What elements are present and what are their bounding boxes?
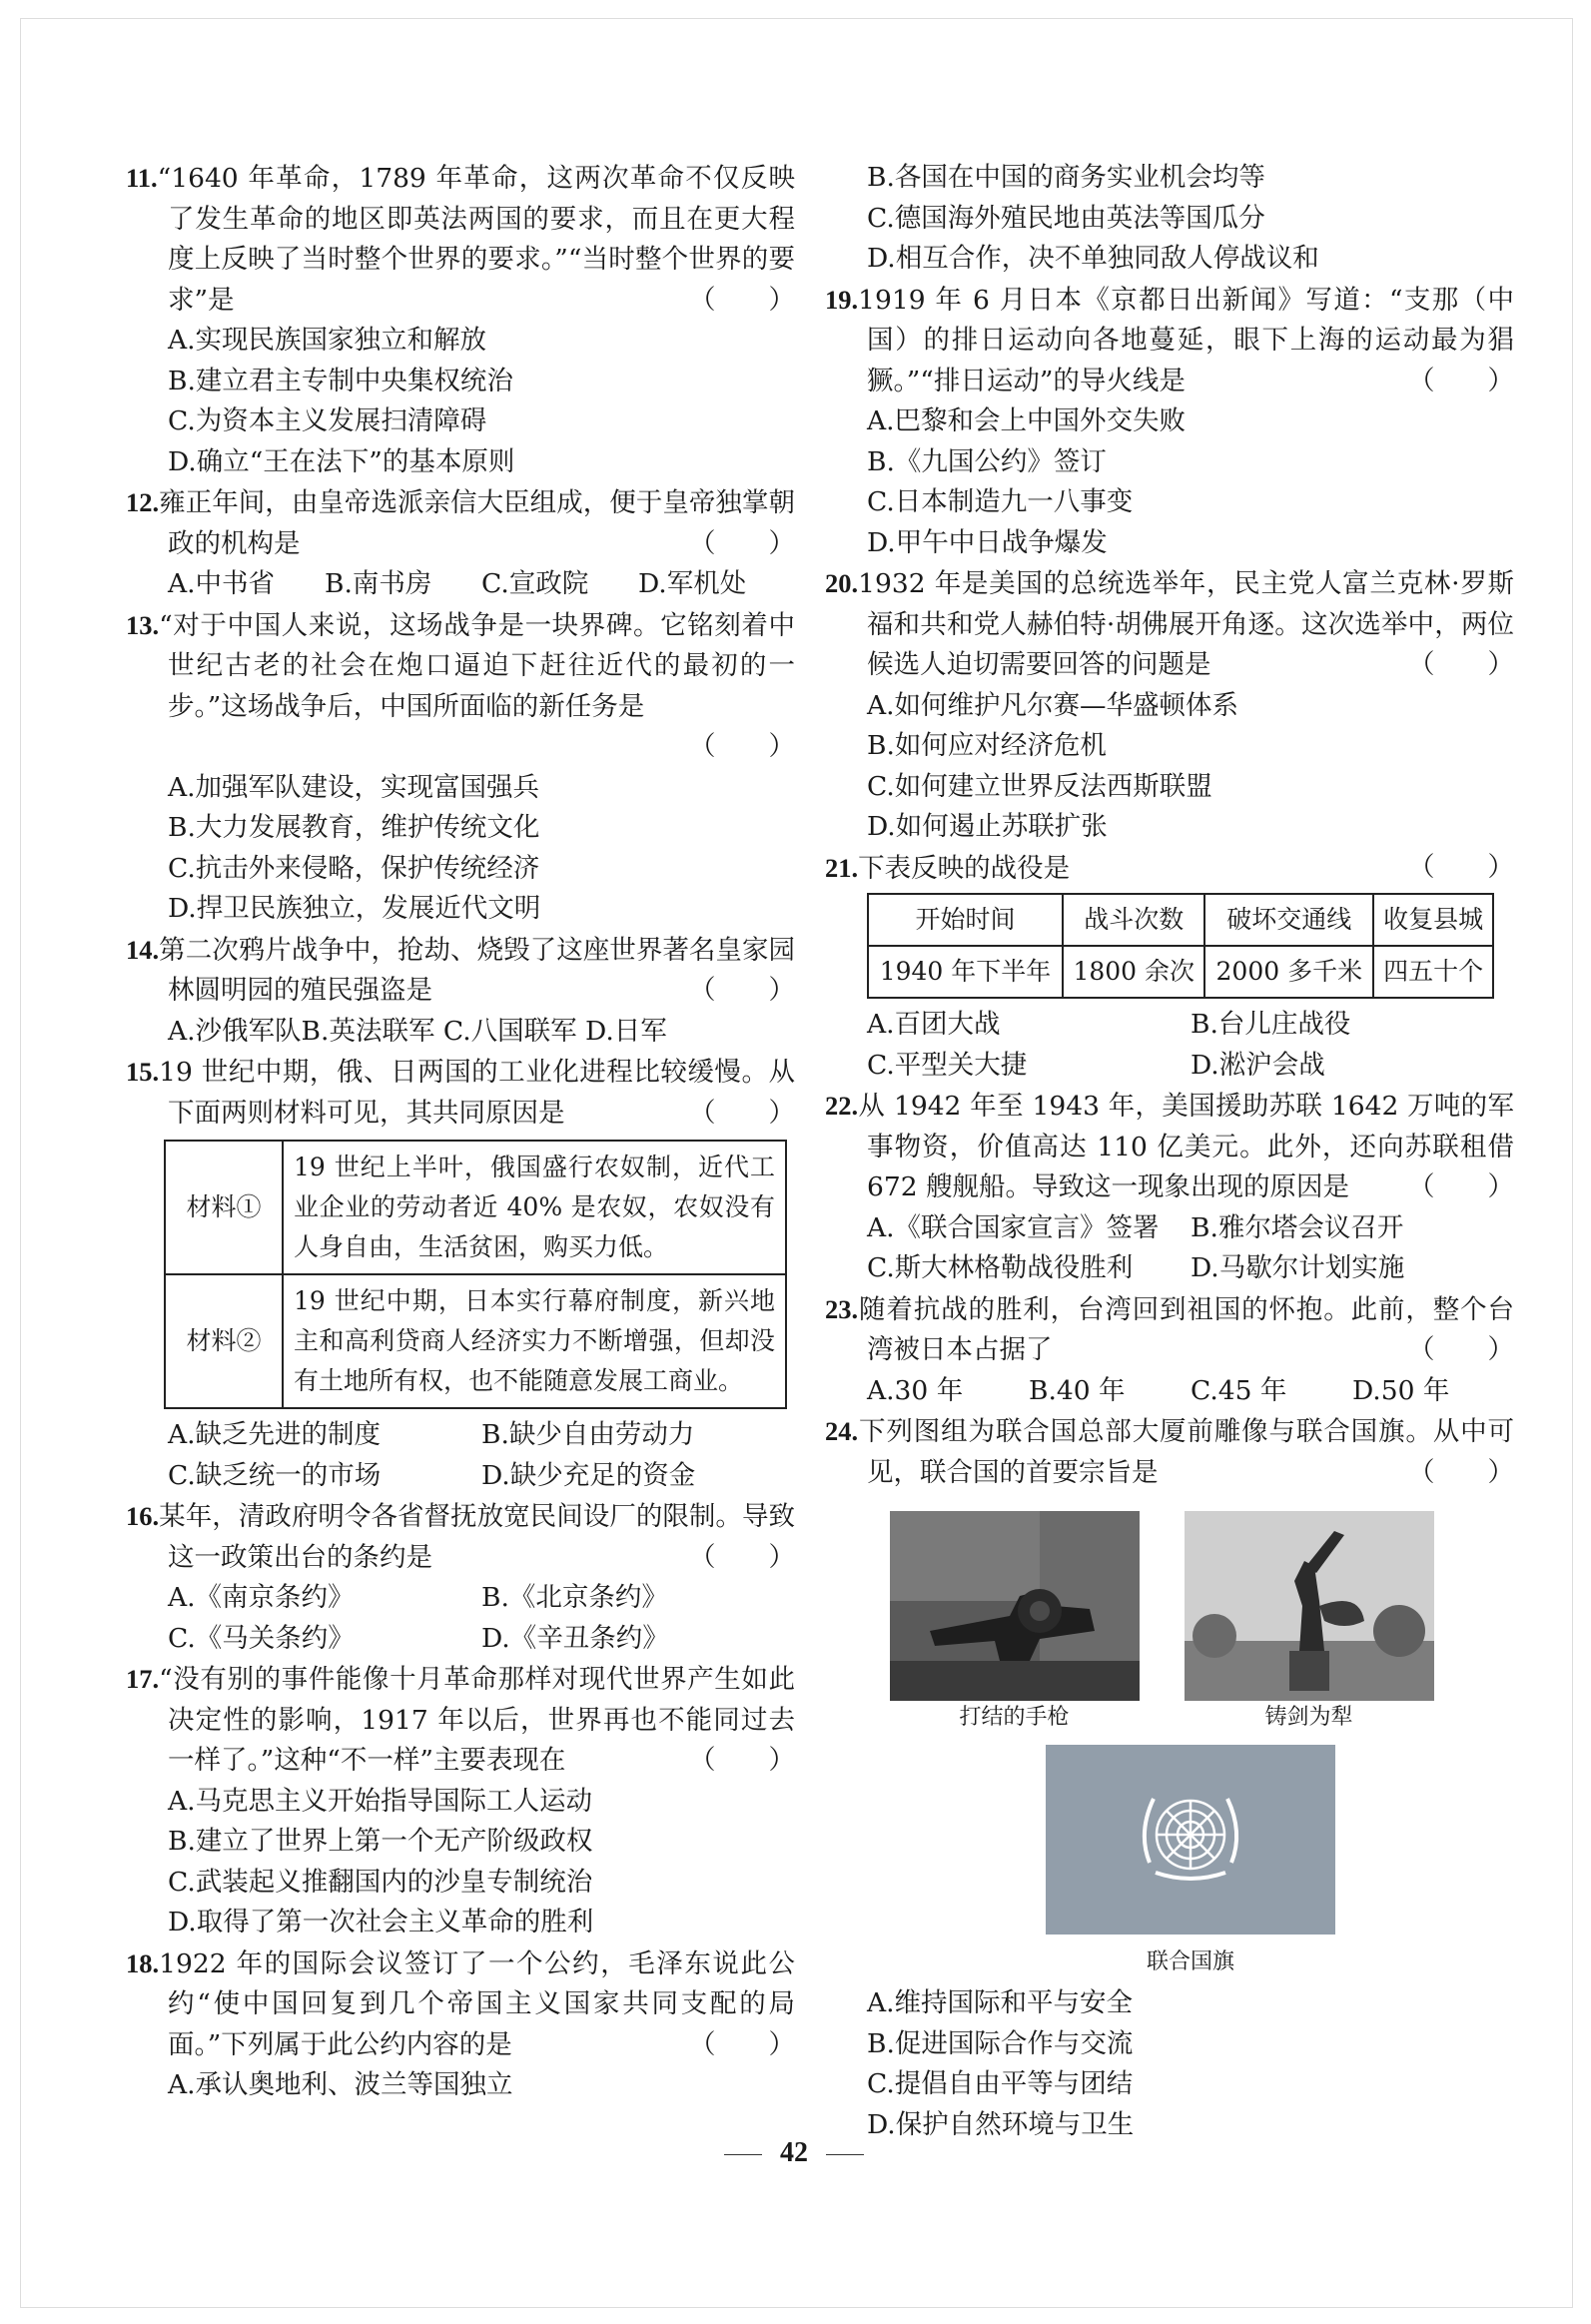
question-16 — [126, 1496, 795, 1659]
question-stem: 下表反映的战役是 — [858, 852, 1071, 884]
question-stem: 1922 年的国际会议签订了一个公约，毛泽东说此公约“使中国回复到几个帝国主义国家共同支配的局面。”下列属于此公约内容的是 — [159, 1947, 795, 2060]
table-cell: 四五十个 — [1373, 946, 1493, 998]
options-row — [126, 564, 795, 605]
page-number: 42 — [699, 2137, 889, 2169]
option-a[interactable]: A.中书省 — [168, 568, 276, 599]
question-24 — [825, 1411, 1514, 2145]
option-b[interactable]: B.《北京条约》 — [481, 1582, 668, 1613]
question-21 — [825, 848, 1514, 1087]
question-13 — [126, 605, 795, 930]
option-a[interactable]: A.缺乏先进的制度 — [168, 1419, 382, 1450]
option-d[interactable]: D.保护自然环境与卫生 — [867, 2108, 1135, 2140]
knotted-gun-image — [890, 1511, 1140, 1701]
answer-paren[interactable]: （ ） — [1408, 1456, 1514, 1488]
option-c[interactable]: C.平型关大捷 — [867, 1049, 1028, 1081]
question-number: 13. — [126, 609, 160, 640]
answer-paren[interactable]: （ ） — [1408, 649, 1514, 680]
options-row — [126, 1619, 795, 1660]
table-header: 收复县城 — [1373, 894, 1493, 946]
option-c[interactable]: C.缺乏统一的市场 — [168, 1459, 382, 1491]
answer-paren[interactable]: （ ） — [689, 284, 795, 316]
question-11 — [126, 158, 795, 482]
question-number: 12. — [126, 487, 160, 517]
answer-paren[interactable]: （ ） — [1408, 1334, 1514, 1365]
table-cell: 1800 余次 — [1063, 946, 1204, 998]
question-number: 18. — [126, 1947, 160, 1978]
option-a[interactable]: A.30 年 — [867, 1374, 964, 1406]
question-stem: “没有别的事件能像十月革命那样对现代世界产生如此决定性的影响，1917 年以后，世界再也不能同过去一样了。”这种“不一样”主要表现在 — [159, 1664, 795, 1776]
question-15 — [126, 1052, 795, 1496]
option-b[interactable]: B.各国在中国的商务实业机会均等 — [867, 162, 1265, 193]
un-flag-image — [1046, 1745, 1335, 1935]
option-d[interactable]: D.捍卫民族独立，发展近代文明 — [168, 893, 541, 924]
option-c[interactable]: C.宣政院 — [481, 568, 589, 599]
question-number: 15. — [126, 1057, 160, 1087]
question-14 — [126, 930, 795, 1053]
question-stem: 雍正年间，由皇帝选派亲信大臣组成，便于皇帝独掌朝政的机构是 — [159, 487, 795, 559]
options-line[interactable]: A.沙俄军队B.英法联军 C.八国联军 D.日军 — [168, 1015, 667, 1047]
option-d[interactable]: D.50 年 — [1352, 1374, 1450, 1406]
question-23 — [825, 1289, 1514, 1412]
question-stem: 从 1942 年至 1943 年，美国援助苏联 1642 万吨的军事物资，价值高达 110 亿美元。此外，还向苏联租借 672 艘舰船。导致这一现象出现的原因是 — [858, 1091, 1514, 1202]
figure-knotted-gun — [890, 1511, 1140, 1735]
option-c[interactable]: C.斯大林格勒战役胜利 — [867, 1252, 1134, 1283]
option-b[interactable]: B.雅尔塔会议召开 — [1191, 1211, 1404, 1243]
table-row — [868, 946, 1493, 998]
question-22 — [825, 1086, 1514, 1289]
question-number: 14. — [126, 934, 160, 965]
figure-caption: 打结的手枪 — [959, 1705, 1070, 1730]
question-number: 19. — [825, 284, 859, 315]
option-c[interactable]: C.如何建立世界反法西斯联盟 — [867, 770, 1212, 802]
material-label: 材料② — [165, 1274, 283, 1408]
option-b[interactable]: B.缺少自由劳动力 — [481, 1419, 695, 1450]
option-d[interactable]: D.甲午中日战争爆发 — [867, 526, 1108, 558]
answer-paren[interactable]: （ ） — [1408, 1171, 1514, 1202]
option-b[interactable]: B.促进国际合作与交流 — [867, 2027, 1134, 2059]
answer-paren[interactable]: （ ） — [1408, 365, 1514, 396]
battle-table — [867, 893, 1494, 999]
option-a[interactable]: A.实现民族国家独立和解放 — [168, 325, 487, 356]
question-stem: 第二次鸦片战争中，抢劫、烧毁了这座世界著名皇家园林圆明园的殖民强盗是 — [159, 934, 795, 1006]
swords-to-plowshares-image — [1185, 1511, 1434, 1701]
option-d[interactable]: D.淞沪会战 — [1191, 1049, 1325, 1081]
question-stem: 1932 年是美国的总统选举年，民主党人富兰克林·罗斯福和共和党人赫伯特·胡佛展开角逐。这次选举中，两位候选人迫切需要回答的问题是 — [858, 568, 1514, 680]
option-c[interactable]: C.45 年 — [1191, 1374, 1287, 1406]
question-number: 24. — [825, 1416, 859, 1446]
option-a[interactable]: A.维持国际和平与安全 — [867, 1987, 1134, 2018]
material-text: 19 世纪中期，日本实行幕府制度，新兴地主和高利贷商人经济实力不断增强，但却没有土地所有权，也不能随意发展工商业。 — [283, 1274, 786, 1408]
figure-row — [867, 1511, 1456, 1735]
option-d[interactable]: D.军机处 — [638, 568, 747, 599]
question-stem: 19 世纪中期，俄、日两国的工业化进程比较缓慢。从下面两则材料可见，其共同原因是 — [159, 1057, 795, 1129]
options-row — [867, 1208, 1514, 1249]
option-c[interactable]: C.抗击外来侵略，保护传统经济 — [168, 852, 540, 884]
option-b[interactable]: B.40 年 — [1029, 1374, 1126, 1406]
question-17 — [126, 1659, 795, 1943]
question-18-continued — [867, 158, 1514, 280]
option-a[interactable]: A.承认奥地利、波兰等国独立 — [168, 2069, 513, 2100]
options-row — [126, 1415, 795, 1456]
question-stem: 随着抗战的胜利，台湾回到祖国的怀抱。此前，整个台湾被日本占据了 — [858, 1293, 1514, 1365]
answer-paren[interactable]: （ ） — [689, 731, 795, 762]
options-row — [867, 1371, 1514, 1412]
option-a[interactable]: A.《联合国家宣言》签署 — [867, 1211, 1160, 1243]
option-d[interactable]: D.取得了第一次社会主义革命的胜利 — [168, 1907, 594, 1937]
option-b[interactable]: B.如何应对经济危机 — [867, 730, 1107, 761]
option-b[interactable]: B.台儿庄战役 — [1191, 1009, 1351, 1040]
question-number: 22. — [825, 1091, 859, 1121]
option-a[interactable]: A.巴黎和会上中国外交失败 — [867, 405, 1187, 436]
table-header: 破坏交通线 — [1204, 894, 1373, 946]
option-b[interactable]: B.南书房 — [325, 568, 432, 599]
figure-caption: 铸剑为犁 — [1264, 1705, 1353, 1730]
option-d[interactable]: D.确立“王在法下”的基本原则 — [168, 445, 515, 477]
options-row — [867, 1005, 1514, 1046]
materials-table — [164, 1140, 787, 1409]
left-column — [126, 158, 795, 2106]
answer-paren[interactable]: （ ） — [689, 2028, 795, 2060]
table-header-row — [868, 894, 1493, 946]
option-b[interactable]: B.建立了世界上第一个无产阶级政权 — [168, 1826, 593, 1857]
material-label: 材料① — [165, 1141, 283, 1274]
option-d[interactable]: D.相互合作，决不单独同敌人停战议和 — [867, 243, 1319, 274]
table-row — [165, 1274, 786, 1408]
question-12 — [126, 482, 795, 605]
answer-paren[interactable]: （ ） — [689, 1097, 795, 1129]
right-column — [825, 158, 1514, 2145]
question-number: 11. — [126, 163, 158, 193]
option-c[interactable]: C.为资本主义发展扫清障碍 — [168, 405, 487, 436]
table-header: 战斗次数 — [1063, 894, 1204, 946]
question-number: 16. — [126, 1501, 160, 1531]
option-a[interactable]: A.《南京条约》 — [168, 1582, 355, 1613]
table-header: 开始时间 — [868, 894, 1063, 946]
question-number: 21. — [825, 852, 859, 883]
option-c[interactable]: C.提倡自由平等与团结 — [867, 2068, 1134, 2099]
option-b[interactable]: B.《九国公约》签订 — [867, 445, 1107, 477]
question-number: 23. — [825, 1293, 859, 1324]
question-19 — [825, 280, 1514, 564]
material-text: 19 世纪上半叶，俄国盛行农奴制，近代工业企业的劳动者近 40% 是农奴，农奴没有人身自由，生活贫困，购买力低。 — [283, 1141, 786, 1274]
option-d[interactable]: D.如何遏止苏联扩张 — [867, 811, 1108, 842]
answer-paren[interactable]: （ ） — [689, 527, 795, 559]
options-row — [126, 1578, 795, 1619]
option-c[interactable]: C.《马关条约》 — [168, 1622, 355, 1654]
option-b[interactable]: B.大力发展教育，维护传统文化 — [168, 812, 540, 843]
option-d[interactable]: D.马歇尔计划实施 — [1191, 1252, 1405, 1283]
question-number: 20. — [825, 568, 859, 598]
table-row — [165, 1141, 786, 1274]
option-c[interactable]: C.德国海外殖民地由英法等国瓜分 — [867, 202, 1265, 234]
option-a[interactable]: A.百团大战 — [867, 1009, 1001, 1040]
question-stem: 下列图组为联合国总部大厦前雕像与联合国旗。从中可见，联合国的首要宗旨是 — [858, 1416, 1514, 1488]
question-20 — [825, 563, 1514, 848]
table-cell: 2000 多千米 — [1204, 946, 1373, 998]
answer-paren[interactable]: （ ） — [689, 975, 795, 1006]
table-cell: 1940 年下半年 — [868, 946, 1063, 998]
option-a[interactable]: A.加强军队建设，实现富国强兵 — [168, 771, 540, 803]
answer-paren[interactable]: （ ） — [689, 1541, 795, 1573]
figure-un-flag — [1046, 1745, 1335, 1979]
options-row — [867, 1248, 1514, 1289]
option-d[interactable]: D.《辛丑条约》 — [481, 1622, 669, 1654]
option-c[interactable]: C.武装起义推翻国内的沙皇专制统治 — [168, 1866, 593, 1898]
question-number: 17. — [126, 1664, 160, 1694]
question-stem: 1919 年 6 月日本《京都日出新闻》写道：“支那（中国）的排日运动向各地蔓延，眼下上海的运动最为猖獗。”“排日运动”的导火线是 — [858, 284, 1514, 396]
answer-paren[interactable]: （ ） — [689, 1745, 795, 1776]
figure-caption: 联合国旗 — [1146, 1949, 1234, 1974]
question-stem: “对于中国人来说，这场战争是一块界碑。它铭刻着中世纪古老的社会在炮口逼迫下赶往近代的最初的一步。”这场战争后，中国所面临的新任务是 — [159, 609, 795, 722]
option-a[interactable]: A.马克思主义开始指导国际工人运动 — [168, 1785, 593, 1817]
question-stem: 某年，清政府明令各省督抚放宽民间设厂的限制。导致这一政策出台的条约是 — [159, 1501, 795, 1573]
answer-paren[interactable]: （ ） — [1408, 851, 1514, 883]
question-18 — [126, 1943, 795, 2106]
option-b[interactable]: B.建立君主专制中央集权统治 — [168, 365, 513, 396]
option-c[interactable]: C.日本制造九一八事变 — [867, 486, 1134, 517]
question-stem: “1640 年革命，1789 年革命，这两次革命不仅反映了发生革命的地区即英法两国的要求，而且在更大程度上反映了当时整个世界的要求。”“当时整个世界的要求”是 — [157, 163, 795, 316]
option-d[interactable]: D.缺少充足的资金 — [481, 1459, 696, 1491]
option-a[interactable]: A.如何维护凡尔赛—华盛顿体系 — [867, 689, 1239, 721]
options-row — [867, 1046, 1514, 1087]
figure-swords-to-plowshares — [1185, 1511, 1434, 1735]
options-row — [126, 1456, 795, 1497]
